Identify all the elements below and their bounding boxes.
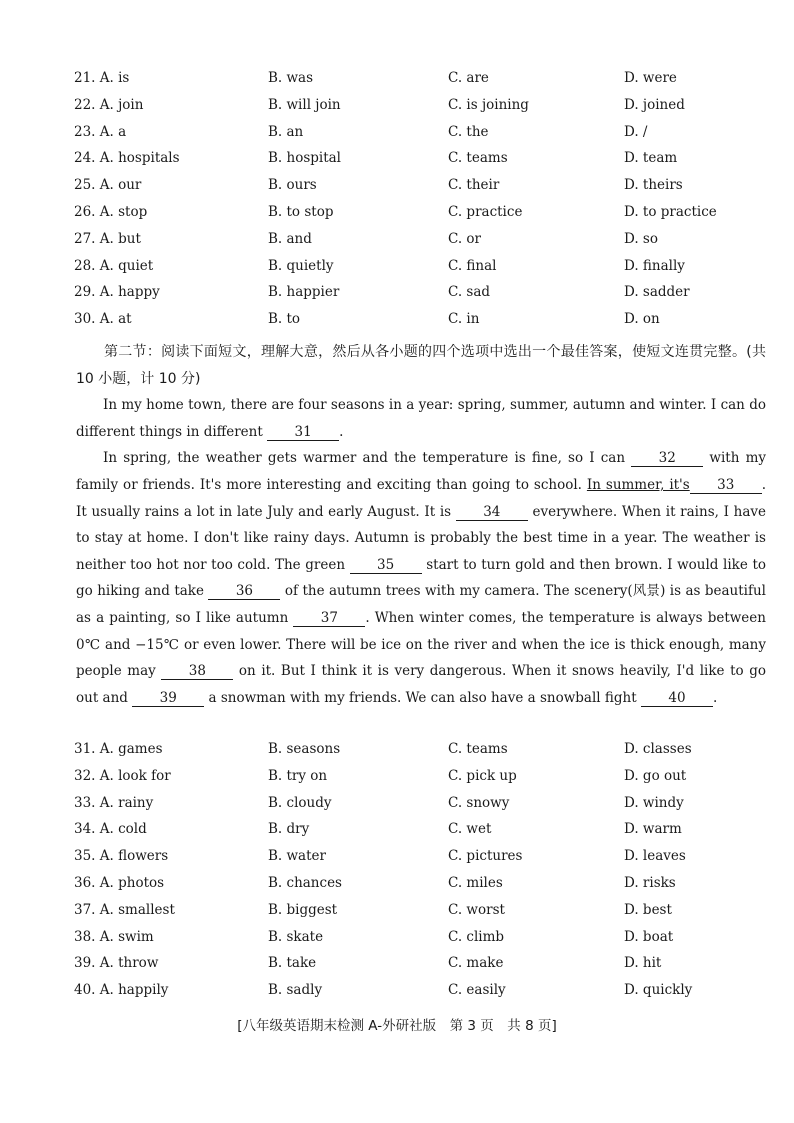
option-b: B. chances [268,874,342,891]
question-row [0,145,794,172]
option-b: B. seasons [268,741,341,757]
question-row [0,736,794,763]
option-a-text: A. join [99,96,144,113]
passage-text: everywhere. When it rains, I have to stay at home. I don't like rainy days. Autumn is probably the best time in a year. The weather is neither too hot nor too cold. The green [76,503,766,573]
option-a-text: A. stop [99,203,148,220]
question-number: 26. [74,203,96,220]
option-d: D. / [624,123,648,140]
option-a-text: A. happily [99,982,169,999]
question-row [0,897,794,924]
question-number: 21. [74,70,96,86]
question-number: 36. [74,874,96,891]
option-a-text: A. flowers [99,848,169,865]
option-b: B. happier [268,284,340,301]
option-b: B. ours [268,177,317,194]
passage-text: of the autumn trees with my camera. The scenery(风景) is as beautiful as a painting, so I like autumn [76,583,767,626]
question-list-31-40 [0,736,794,1004]
option-a [74,897,175,924]
option-b: B. to stop [268,203,334,220]
option-c: C. miles [448,874,503,891]
option-a-text: A. rainy [99,794,154,811]
blank-40: 40 [641,690,713,707]
option-b: B. biggest [268,901,338,918]
option-d: D. so [624,230,658,247]
option-a [74,65,129,92]
blank-34: 34 [456,504,528,521]
question-row [0,870,794,897]
option-d: D. finally [624,257,685,274]
question-number: 35. [74,848,96,865]
option-d: D. were [624,70,677,86]
option-a-text: A. a [99,123,127,140]
option-b: B. an [268,123,304,140]
option-a-text: A. at [99,311,132,328]
option-a [74,736,163,763]
option-a [74,950,158,977]
option-c: C. teams [448,150,508,167]
passage-text: In my home town, there are four seasons in a year: spring, summer, autumn and winter. I can do different things in different [76,397,766,440]
option-a [74,279,160,306]
option-a-text: A. smallest [99,901,175,918]
question-number: 31. [74,741,96,757]
blank-38: 38 [161,663,233,680]
question-number: 28. [74,257,96,274]
question-number: 39. [74,955,96,972]
option-c: C. pick up [448,767,517,784]
option-c: C. pictures [448,848,523,865]
passage-text: on it. But I think it is very dangerous. When it snows heavily, I'd like to go out and [76,663,766,706]
question-row [0,924,794,951]
question-row [0,172,794,199]
passage-text: . [339,423,344,440]
passage-paragraph-1 [76,392,766,445]
question-number: 25. [74,177,96,194]
option-c: C. climb [448,928,505,945]
question-row [0,950,794,977]
question-row [0,226,794,253]
passage-text: a snowman with my friends. We can also have a snowball fight [208,689,637,706]
option-d: D. to practice [624,203,717,220]
option-a [74,306,132,333]
option-a [74,92,143,119]
question-row [0,763,794,790]
option-c: C. final [448,257,497,274]
option-d: D. joined [624,96,685,113]
option-d: D. sadder [624,284,690,301]
option-a [74,816,147,843]
option-b: B. take [268,955,317,972]
option-d: D. quickly [624,982,693,999]
question-number: 27. [74,230,96,247]
option-d: D. hit [624,955,662,972]
option-d: D. team [624,150,678,167]
option-d: D. best [624,901,672,918]
option-b: B. was [268,70,314,86]
option-a-text: A. happy [99,284,160,301]
passage-text: start to turn gold and then brown. I would like to go hiking and take [76,556,766,600]
option-b: B. quietly [268,257,334,274]
option-a-text: A. but [99,230,141,247]
question-number: 40. [74,982,96,999]
blank-39: 39 [132,690,204,707]
option-d: D. leaves [624,848,686,865]
option-c: C. in [448,311,480,328]
option-d: D. on [624,311,660,328]
question-number: 22. [74,96,96,113]
question-row [0,119,794,146]
question-row [0,253,794,280]
option-b: B. and [268,230,312,247]
underlined-phrase: In summer, it's [586,476,690,493]
option-c: C. is joining [448,96,529,113]
page-footer: [八年级英语期末检测 A-外研社版 第 3 页 共 8 页] [237,1018,557,1034]
option-a-text: A. games [99,741,163,757]
question-row [0,279,794,306]
passage-text: . It usually rains a lot in late July and early August. It is [76,476,766,520]
question-number: 29. [74,284,96,301]
option-d: D. theirs [624,177,683,194]
option-a [74,226,141,253]
option-d: D. boat [624,928,674,945]
option-a [74,253,153,280]
option-a [74,172,141,199]
option-b: B. hospital [268,150,342,167]
blank-32: 32 [631,450,703,467]
option-b: B. will join [268,96,341,113]
question-number: 33. [74,794,96,811]
option-d: D. classes [624,741,692,757]
passage-text: . When winter comes, the temperature is always between 0℃ and −15℃ or even lower. There will be ice on the river and when the ice is thick enough, many people may [76,609,766,680]
question-row [0,306,794,333]
question-row [0,199,794,226]
option-d: D. windy [624,794,684,811]
option-a [74,119,126,146]
option-a-text: A. quiet [99,257,154,274]
question-row [0,816,794,843]
option-b: B. sadly [268,982,323,999]
section-title: 第二节：阅读下面短文，理解大意，然后从各小题的四个选项中选出一个最佳答案，使短文连贯完整。(共 10 小题，计 10 分) [76,344,766,387]
option-c: C. or [448,230,482,247]
option-a-text: A. our [99,177,142,194]
question-row [0,65,794,92]
option-a-text: A. swim [99,928,154,945]
option-b: B. try on [268,767,328,784]
passage-text: with my family or friends. It's more interesting and exciting than going to school. [76,450,766,493]
option-c: C. make [448,955,504,972]
option-a-text: A. throw [99,955,159,972]
question-number: 23. [74,123,96,140]
question-row [0,790,794,817]
option-a [74,977,168,1004]
blank-31: 31 [267,424,339,441]
question-row [0,843,794,870]
question-number: 37. [74,901,96,918]
option-c: C. their [448,177,500,194]
passage-text: . [712,689,718,706]
question-number: 32. [74,767,96,784]
question-number: 24. [74,150,96,167]
option-b: B. water [268,848,326,865]
option-a [74,145,180,172]
option-c: C. the [448,123,489,140]
option-a-text: A. look for [99,767,171,784]
option-a [74,843,168,870]
option-c: C. easily [448,982,506,999]
option-a [74,924,154,951]
blank-37: 37 [293,610,365,627]
option-a [74,790,153,817]
option-c: C. wet [448,821,492,838]
blank-36: 36 [208,583,280,600]
option-b: B. to [268,311,301,328]
option-b: B. skate [268,928,324,945]
option-b: B. dry [268,821,310,838]
option-a [74,199,147,226]
option-d: D. risks [624,874,676,891]
question-list-21-30 [0,65,794,333]
question-row [0,92,794,119]
option-b: B. cloudy [268,794,332,811]
question-number: 34. [74,821,96,838]
blank-33: 33 [690,477,762,494]
option-d: D. go out [624,767,687,784]
passage-paragraph-2 [76,445,766,711]
option-a-text: A. cold [99,821,147,838]
cloze-section [76,339,766,711]
passage-text: In spring, the weather gets warmer and the temperature is fine, so I can [103,450,626,467]
question-row [0,977,794,1004]
question-number: 30. [74,311,96,328]
option-a [74,870,164,897]
option-a-text: A. hospitals [99,150,180,167]
option-c: C. worst [448,901,505,918]
option-c: C. teams [448,741,508,757]
blank-35: 35 [350,557,422,574]
option-c: C. sad [448,284,491,301]
option-a-text: A. photos [99,874,165,891]
option-c: C. practice [448,203,523,220]
option-a [74,763,171,790]
option-a-text: A. is [99,70,130,86]
option-d: D. warm [624,821,682,838]
option-c: C. are [448,70,489,86]
option-c: C. snowy [448,794,510,811]
question-number: 38. [74,928,96,945]
